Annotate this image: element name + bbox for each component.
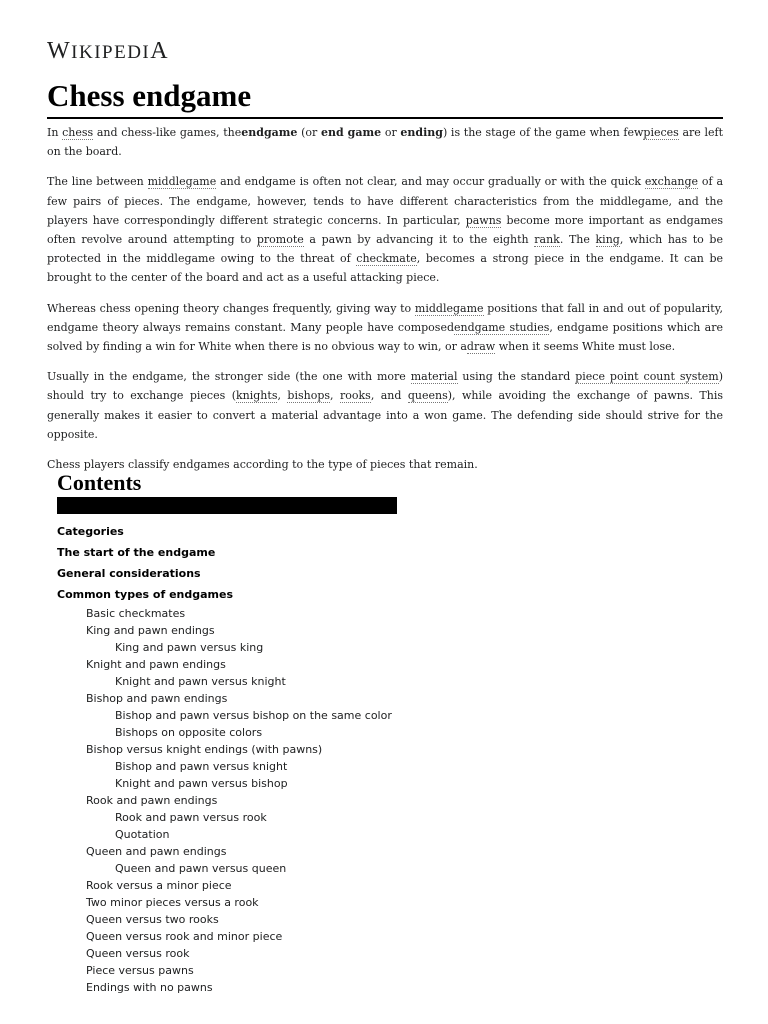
toc-item[interactable]: Piece versus pawns (86, 964, 194, 977)
link-material[interactable]: material (410, 370, 458, 384)
wordmark-middle: IKIPEDI (71, 42, 151, 63)
link-promote[interactable]: promote (256, 233, 304, 247)
link-knights[interactable]: knights (236, 389, 278, 403)
toc-item[interactable]: Queen versus rook (86, 947, 190, 960)
toc-item[interactable]: Basic checkmates (86, 607, 186, 620)
toc-item[interactable]: Knight and pawn versus knight (115, 675, 286, 688)
term-endgame: endgame (241, 126, 298, 139)
toc-item[interactable]: Knight and pawn versus bishop (115, 777, 288, 790)
toc-item[interactable]: Queen versus rook and minor piece (86, 930, 283, 943)
toc-divider (57, 497, 397, 514)
link-middlegame[interactable]: middlegame (147, 175, 217, 189)
link-checkmate[interactable]: checkmate (356, 252, 417, 266)
article-body (47, 123, 723, 485)
toc-item[interactable]: Bishop versus knight endings (with pawns) (86, 743, 323, 756)
toc-item[interactable]: Queen and pawn endings (86, 845, 227, 858)
toc-heading: Contents (57, 470, 142, 495)
toc-item[interactable]: Endings with no pawns (86, 981, 213, 994)
link-rooks[interactable]: rooks (339, 389, 371, 403)
toc-item[interactable]: King and pawn versus king (115, 641, 264, 654)
toc-item[interactable]: The start of the endgame (57, 546, 216, 559)
toc-item[interactable]: General considerations (57, 567, 201, 580)
link-exchange[interactable]: exchange (644, 175, 699, 189)
link-pieces[interactable]: pieces (643, 126, 679, 139)
toc-item[interactable]: Bishops on opposite colors (115, 726, 263, 739)
title-divider (47, 117, 723, 119)
link-draw[interactable]: draw (466, 340, 496, 354)
paragraph-stronger-side: Usually in the endgame, the stronger side (the one with more material using the standard piece point count system) should try to exchange pieces (knights, bishops, rooks, and queens), while avoiding the exchange of pawns. This generally makes it easier to convert a material advantage into a won game. The defending side should strive for the opposite. (47, 370, 723, 441)
toc-item[interactable]: King and pawn endings (86, 624, 215, 637)
toc-item[interactable]: Quotation (115, 828, 170, 841)
toc-item[interactable]: Bishop and pawn endings (86, 692, 228, 705)
page-title: Chess endgame (47, 78, 252, 113)
paragraph-classify: Chess players classify endgames according to the type of pieces that remain. (47, 458, 478, 472)
wordmark-final: A (150, 38, 170, 64)
toc-item[interactable]: Categories (57, 525, 124, 538)
link-chess[interactable]: chess (62, 126, 94, 139)
paragraph-line-between: The line between middlegame and endgame is often not clear, and may occur gradually or with the quick exchange of a few pairs of pieces. The endgame, however, tends to have different characteristics from the middlegame, and the players have correspondingly different strategic concerns. In particular, pawns become more important as endgames often revolve around attempting to promote a pawn by advancing it to the eighth rank. The king, which has to be protected in the middlegame owing to the threat of checkmate, becomes a strong piece in the endgame. It can be brought to the center of the board and act as a useful attacking piece. (47, 175, 723, 285)
toc-item[interactable]: Bishop and pawn versus bishop on the same color (115, 709, 392, 722)
toc-item[interactable]: Queen and pawn versus queen (115, 862, 287, 875)
link-queens[interactable]: queens (407, 389, 448, 403)
term-end-game: end game (320, 126, 382, 139)
toc-item[interactable]: Rook and pawn endings (86, 794, 218, 807)
wikipedia-wordmark[interactable] (47, 38, 169, 65)
link-king[interactable]: king (595, 233, 620, 247)
toc-item[interactable]: Knight and pawn endings (86, 658, 226, 671)
toc-item[interactable]: Common types of endgames (57, 588, 234, 601)
link-endgame-studies[interactable]: endgame studies (454, 320, 550, 334)
toc-list (57, 521, 557, 996)
paragraph-intro: In chess and chess-like games, theendgame (or end game or ending) is the stage of the game when fewpieces are left on the board. (47, 126, 724, 159)
paragraph-theory: Whereas chess opening theory changes frequently, giving way to middlegame positions that fall in and out of popularity, endgame theory always remains constant. Many people have composedendgame studies, endgame positions which are solved by finding a win for White when there is no obvious way to win, or adraw when it seems White must lose. (47, 301, 723, 354)
toc-item[interactable]: Bishop and pawn versus knight (115, 760, 288, 773)
toc-item[interactable]: Queen versus two rooks (86, 913, 219, 926)
table-of-contents (57, 470, 557, 996)
wordmark-initial: W (47, 38, 72, 64)
link-bishops[interactable]: bishops (287, 389, 331, 403)
link-pawns[interactable]: pawns (465, 213, 502, 227)
link-rank[interactable]: rank (534, 233, 560, 247)
link-middlegame-2[interactable]: middlegame (414, 301, 484, 315)
toc-item[interactable]: Rook and pawn versus rook (115, 811, 267, 824)
term-ending: ending (400, 126, 443, 139)
link-piece-point-count[interactable]: piece point count system (575, 370, 719, 384)
toc-item[interactable]: Rook versus a minor piece (86, 879, 232, 892)
toc-item[interactable]: Two minor pieces versus a rook (86, 896, 259, 909)
